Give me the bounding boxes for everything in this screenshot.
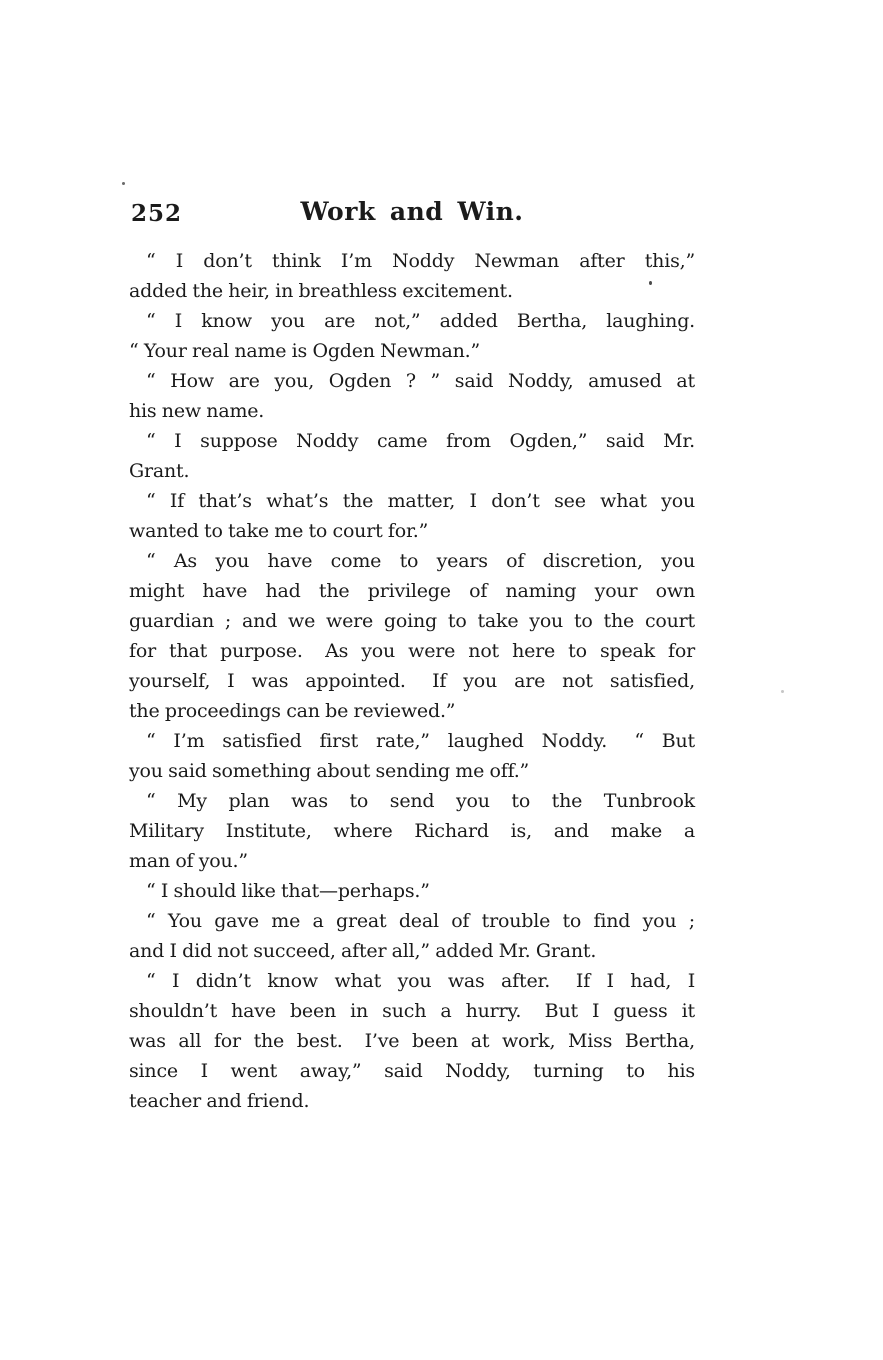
text-line: might have had the privilege of naming your own bbox=[129, 580, 695, 602]
text-line: “ I’m satisfied first rate,” laughed Noddy. “ But bbox=[146, 730, 695, 752]
text-line: added the heir, in breathless excitement. bbox=[129, 280, 513, 302]
text-line: and I did not succeed, after all,” added Mr. Grant. bbox=[129, 940, 597, 962]
text-line: man of you.” bbox=[129, 850, 248, 872]
text-line: was all for the best. I’ve been at work, Miss Bertha, bbox=[129, 1030, 695, 1052]
page-title: Work and Win. bbox=[300, 197, 524, 226]
text-line: guardian ; and we were going to take you to the court bbox=[129, 610, 695, 632]
text-line: “ As you have come to years of discretion, you bbox=[146, 550, 695, 572]
text-line: “ I know you are not,” added Bertha, laughing. bbox=[146, 310, 695, 332]
text-line: “ How are you, Ogden ? ” said Noddy, amused at bbox=[146, 370, 695, 392]
text-line: since I went away,” said Noddy, turning to his bbox=[129, 1060, 695, 1082]
text-line: “ I didn’t know what you was after. If I had, I bbox=[146, 970, 695, 992]
scan-speck bbox=[649, 281, 652, 285]
scan-speck bbox=[781, 690, 784, 693]
text-line: Grant. bbox=[129, 460, 190, 482]
text-line: his new name. bbox=[129, 400, 265, 422]
text-line: teacher and friend. bbox=[129, 1090, 310, 1112]
text-line: Military Institute, where Richard is, and make a bbox=[129, 820, 695, 842]
text-line: “ Your real name is Ogden Newman.” bbox=[129, 340, 481, 362]
text-line: “ I suppose Noddy came from Ogden,” said Mr. bbox=[146, 430, 695, 452]
text-line: “ You gave me a great deal of trouble to find you ; bbox=[146, 910, 695, 932]
text-line: wanted to take me to court for.” bbox=[129, 520, 429, 542]
text-line: shouldn’t have been in such a hurry. But I guess it bbox=[129, 1000, 695, 1022]
scan-speck bbox=[122, 182, 125, 185]
page-number: 252 bbox=[131, 200, 183, 227]
text-line: “ My plan was to send you to the Tunbrook bbox=[146, 790, 695, 812]
text-line: you said something about sending me off.” bbox=[129, 760, 530, 782]
text-line: “ I don’t think I’m Noddy Newman after this,” bbox=[146, 250, 695, 272]
text-block bbox=[129, 246, 695, 1116]
text-line: yourself, I was appointed. If you are not satisfied, bbox=[129, 670, 695, 692]
text-line: the proceedings can be reviewed.” bbox=[129, 700, 456, 722]
text-line: for that purpose. As you were not here to speak for bbox=[129, 640, 695, 662]
text-line: “ If that’s what’s the matter, I don’t see what you bbox=[146, 490, 695, 512]
text-line: “ I should like that—perhaps.” bbox=[146, 880, 430, 902]
